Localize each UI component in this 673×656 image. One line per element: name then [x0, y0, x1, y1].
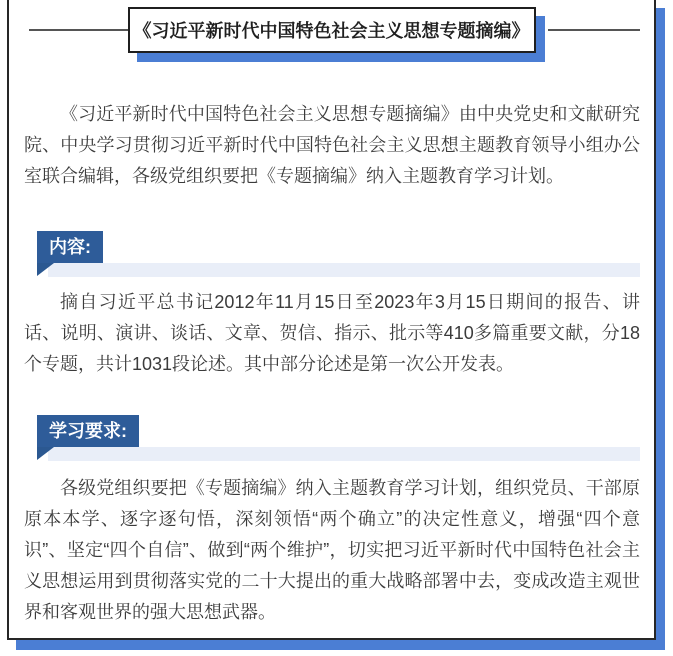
section-header-requirements — [37, 415, 640, 461]
content-paragraph: 摘自习近平总书记2012年11月15日至2023年3月15日期间的报告、讲话、说明、演讲、谈话、文章、贺信、指示、批示等410多篇重要文献，分18个专题，共计1031段论述。其中部分论述是第一次公开发表。 — [24, 292, 640, 374]
ribbon-fold-icon — [37, 263, 54, 276]
title-row — [9, 7, 654, 53]
page-title-text: 《习近平新时代中国特色社会主义思想专题摘编》 — [133, 21, 530, 41]
section-label-content-text: 内容: — [49, 237, 91, 257]
section-label-requirements-text: 学习要求: — [49, 421, 127, 441]
ribbon-fold-icon — [37, 447, 54, 460]
intro-paragraph: 《习近平新时代中国特色社会主义思想专题摘编》由中央党史和文献研究院、中央学习贯彻习近平新时代中国特色社会主义思想主题教育领导小组办公室联合编辑，各级党组织要把《专题摘编》纳入主题教育学习计划。 — [24, 104, 640, 186]
section-label-content — [37, 231, 103, 263]
decorative-line-right — [548, 29, 640, 31]
section-label-requirements — [37, 415, 139, 447]
decorative-line-left — [29, 29, 129, 31]
document-card — [7, 0, 656, 640]
section-underline-bar — [48, 447, 640, 461]
page-title — [128, 7, 536, 53]
section-header-content — [37, 231, 640, 277]
requirements-paragraph: 各级党组织要把《专题摘编》纳入主题教育学习计划，组织党员、干部原原本本学、逐字逐句悟，深刻领悟“两个确立”的决定性意义，增强“四个意识”、坚定“四个自信”、做到“两个维护”，切实把习近平新时代中国特色社会主义思想运用到贯彻落实党的二十大提出的重大战略部署中去，变成改造主观世界和客观世界的强大思想武器。 — [24, 478, 640, 622]
section-underline-bar — [48, 263, 640, 277]
